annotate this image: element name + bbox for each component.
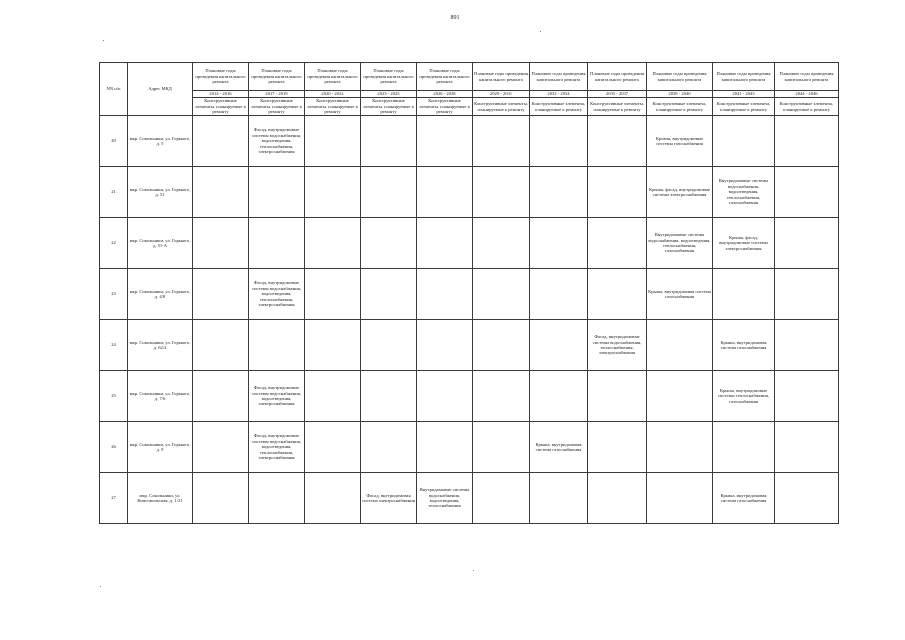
- header-elements-title: Конструктивные элементы, планируемые к ремонту: [193, 98, 249, 116]
- row-cell-period-10: Крыша, фасад, внутридомовые системы электроснабжения: [713, 218, 775, 269]
- repair-schedule-table: [99, 62, 839, 524]
- row-cell-period-7: [530, 167, 588, 218]
- header-period-11: 2044 - 2046: [775, 91, 839, 98]
- row-cell-period-4: [361, 269, 417, 320]
- row-cell-period-9: [647, 320, 713, 371]
- row-cell-period-7: Крыша, внутридомовая система газоснабжения: [530, 422, 588, 473]
- row-cell-period-6: [473, 218, 530, 269]
- row-cell-period-11: [775, 116, 839, 167]
- row-address: мкр. Сокольники, ул. Горького, д. 4/8: [128, 269, 193, 320]
- header-elements-title: Конструктивные элементы, планируемые к ремонту: [249, 98, 305, 116]
- row-cell-period-1: [193, 473, 249, 524]
- header-period-3: 2020 - 2022: [305, 91, 361, 98]
- row-cell-period-7: [530, 320, 588, 371]
- header-period-title: Плановые годы проведения капитального ремонта: [775, 63, 839, 91]
- header-elements-title: Конструктивные элементы, планируемые к ремонту: [417, 98, 473, 116]
- header-address: Адрес МКД: [128, 63, 193, 116]
- row-cell-period-4: [361, 167, 417, 218]
- header-period-4: 2023 - 2025: [361, 91, 417, 98]
- row-address: мкр. Сокольники, ул. Горького, д. 51: [128, 167, 193, 218]
- table-row: [100, 269, 839, 320]
- header-elements-title: Конструктивные элементы, планируемые к ремонту: [361, 98, 417, 116]
- table-row: [100, 422, 839, 473]
- header-period-title: Плановые годы проведения капитального ремонта: [588, 63, 647, 91]
- row-cell-period-9: [647, 371, 713, 422]
- row-cell-period-3: [305, 371, 361, 422]
- row-cell-period-7: [530, 116, 588, 167]
- header-elements-title: Конструктивные элементы, планируемые к ремонту: [473, 98, 530, 116]
- header-elements-row: [100, 98, 839, 116]
- row-address: мкр. Сокольники, ул. Горького, д. 7/6: [128, 371, 193, 422]
- row-cell-period-2: [249, 473, 305, 524]
- row-cell-period-11: [775, 371, 839, 422]
- row-address: мкр. Сокольники, ул. Горького, д. 5: [128, 116, 193, 167]
- row-cell-period-10: Крыша, внутридомовая система газоснабжения: [713, 320, 775, 371]
- header-period-6: 2029 - 2031: [473, 91, 530, 98]
- row-cell-period-8: [588, 371, 647, 422]
- table-row: [100, 167, 839, 218]
- header-period-title: Плановые годы проведения капитального ремонта: [473, 63, 530, 91]
- row-cell-period-3: [305, 473, 361, 524]
- row-cell-period-9: Крыша, внутридомовая система газоснабжения: [647, 269, 713, 320]
- row-cell-period-9: [647, 422, 713, 473]
- scan-speck: [473, 570, 474, 571]
- header-elements-title: Конструктивные элементы, планируемые к ремонту: [305, 98, 361, 116]
- row-cell-period-6: [473, 167, 530, 218]
- table-row: [100, 218, 839, 269]
- row-cell-period-2: Фасад, внутридомовые системы водоснабжения, водоотведения, теплоснабжения, электроснабжения: [249, 269, 305, 320]
- row-cell-period-11: [775, 473, 839, 524]
- row-number: 26: [100, 422, 128, 473]
- row-cell-period-8: [588, 473, 647, 524]
- row-cell-period-6: [473, 320, 530, 371]
- row-cell-period-6: [473, 116, 530, 167]
- scan-speck: [100, 586, 101, 587]
- row-cell-period-6: [473, 371, 530, 422]
- table-row: [100, 116, 839, 167]
- row-cell-period-2: [249, 218, 305, 269]
- header-period-title: Плановые годы проведения капитального ремонта: [249, 63, 305, 91]
- row-cell-period-4: [361, 320, 417, 371]
- row-cell-period-1: [193, 371, 249, 422]
- row-cell-period-3: [305, 116, 361, 167]
- scan-speck: [103, 40, 104, 41]
- row-cell-period-10: [713, 116, 775, 167]
- row-cell-period-4: [361, 116, 417, 167]
- row-cell-period-2: Фасад, внутридомовые системы водоснабжения, водоотведения, теплоснабжения, электроснабжения: [249, 422, 305, 473]
- header-period-9: 2038 - 2040: [647, 91, 713, 98]
- header-elements-title: Конструктивные элементы, планируемые к ремонту: [647, 98, 713, 116]
- page-number: 891: [450, 15, 460, 21]
- row-cell-period-8: [588, 218, 647, 269]
- row-cell-period-5: [417, 320, 473, 371]
- row-cell-period-1: [193, 218, 249, 269]
- row-cell-period-2: Фасад, внутридомовые системы водоснабжения, водоотведения, теплоснабжения, электроснабжения: [249, 116, 305, 167]
- row-address: мкр. Сокольники, ул. Комсомольская, д. 1/21: [128, 473, 193, 524]
- row-cell-period-1: [193, 116, 249, 167]
- row-cell-period-10: Внутридомовые системы водоснабжения, водоотведения, теплоснабжения, газоснабжения: [713, 167, 775, 218]
- row-cell-period-7: [530, 371, 588, 422]
- row-cell-period-8: [588, 116, 647, 167]
- row-cell-period-3: [305, 269, 361, 320]
- row-cell-period-10: Крыша, внутридомовая система газоснабжения: [713, 473, 775, 524]
- header-period-title: Плановые годы проведения капитального ремонта: [713, 63, 775, 91]
- header-period-8: 2035 - 2037: [588, 91, 647, 98]
- header-period-10: 2041 - 2043: [713, 91, 775, 98]
- header-elements-title: Конструктивные элементы, планируемые к ремонту: [713, 98, 775, 116]
- row-cell-period-7: [530, 269, 588, 320]
- row-cell-period-10: [713, 422, 775, 473]
- header-elements-title: Конструктивные элементы, планируемые к ремонту: [775, 98, 839, 116]
- header-period-7: 2032 - 2034: [530, 91, 588, 98]
- row-cell-period-11: [775, 269, 839, 320]
- row-number: 25: [100, 371, 128, 422]
- header-row: [100, 63, 839, 91]
- row-cell-period-3: [305, 422, 361, 473]
- row-number: 21: [100, 167, 128, 218]
- row-cell-period-8: [588, 422, 647, 473]
- row-number: 22: [100, 218, 128, 269]
- row-number: 20: [100, 116, 128, 167]
- row-cell-period-8: [588, 269, 647, 320]
- row-cell-period-11: [775, 320, 839, 371]
- header-elements-title: Конструктивные элементы, планируемые к ремонту: [588, 98, 647, 116]
- row-cell-period-4: [361, 371, 417, 422]
- row-cell-period-7: [530, 473, 588, 524]
- header-period-title: Плановые годы проведения капитального ремонта: [361, 63, 417, 91]
- scan-speck: [540, 31, 541, 32]
- row-cell-period-5: [417, 422, 473, 473]
- row-cell-period-1: [193, 422, 249, 473]
- header-period-title: Плановые годы проведения капитального ремонта: [417, 63, 473, 91]
- header-period-5: 2026 - 2028: [417, 91, 473, 98]
- row-cell-period-10: [713, 269, 775, 320]
- row-cell-period-2: Фасад, внутридомовые системы водоснабжения, водоотведения, электроснабжения: [249, 371, 305, 422]
- row-cell-period-5: [417, 167, 473, 218]
- row-cell-period-5: [417, 218, 473, 269]
- header-nn: NN п/п: [100, 63, 128, 116]
- header-elements-title: Конструктивные элементы, планируемые к ремонту: [530, 98, 588, 116]
- header-period-2: 2017 - 2019: [249, 91, 305, 98]
- row-cell-period-2: [249, 167, 305, 218]
- row-cell-period-8: Фасад, внутридомовые системы водоснабжения, теплоснабжения, электроснабжения: [588, 320, 647, 371]
- table-row: [100, 371, 839, 422]
- row-cell-period-5: Внутридомовые системы водоснабжения, водоотведения, теплоснабжения: [417, 473, 473, 524]
- header-period-title: Плановые годы проведения капитального ремонта: [305, 63, 361, 91]
- row-cell-period-1: [193, 167, 249, 218]
- row-cell-period-3: [305, 167, 361, 218]
- row-cell-period-8: [588, 167, 647, 218]
- table-row: [100, 473, 839, 524]
- row-cell-period-2: [249, 320, 305, 371]
- row-cell-period-9: Кровля, внутридомовые системы газоснабжения: [647, 116, 713, 167]
- row-number: 27: [100, 473, 128, 524]
- row-cell-period-4: [361, 422, 417, 473]
- row-cell-period-7: [530, 218, 588, 269]
- row-cell-period-6: [473, 473, 530, 524]
- row-address: мкр. Сокольники, ул. Горького, д. 51-А: [128, 218, 193, 269]
- row-cell-period-11: [775, 167, 839, 218]
- row-cell-period-11: [775, 218, 839, 269]
- row-cell-period-9: Внутридомовые системы водоснабжения, водоотведения, теплоснабжения, газоснабжения: [647, 218, 713, 269]
- row-cell-period-6: [473, 422, 530, 473]
- row-cell-period-9: Крыша, фасад, внутридомовые системы электроснабжения: [647, 167, 713, 218]
- row-address: мкр. Сокольники, ул. Горького, д. 9: [128, 422, 193, 473]
- row-cell-period-9: [647, 473, 713, 524]
- header-period-title: Плановые годы проведения капитального ремонта: [193, 63, 249, 91]
- row-cell-period-4: [361, 218, 417, 269]
- header-period-title: Плановые годы проведения капитального ремонта: [530, 63, 588, 91]
- row-cell-period-5: [417, 371, 473, 422]
- row-cell-period-5: [417, 116, 473, 167]
- row-cell-period-1: [193, 269, 249, 320]
- row-number: 24: [100, 320, 128, 371]
- row-cell-period-3: [305, 320, 361, 371]
- row-cell-period-1: [193, 320, 249, 371]
- row-cell-period-5: [417, 269, 473, 320]
- row-cell-period-10: Крыша, внутридомовые системы теплоснабжения, газоснабжения: [713, 371, 775, 422]
- row-cell-period-11: [775, 422, 839, 473]
- row-address: мкр. Сокольники, ул. Горького, д. 62/2: [128, 320, 193, 371]
- row-cell-period-4: Фасад, внутридомовая система электроснабжения: [361, 473, 417, 524]
- table-body: [100, 63, 839, 524]
- row-cell-period-6: [473, 269, 530, 320]
- header-period-1: 2014 - 2016: [193, 91, 249, 98]
- table-row: [100, 320, 839, 371]
- header-years-row: [100, 91, 839, 98]
- row-cell-period-3: [305, 218, 361, 269]
- header-period-title: Плановые годы проведения капитального ремонта: [647, 63, 713, 91]
- row-number: 23: [100, 269, 128, 320]
